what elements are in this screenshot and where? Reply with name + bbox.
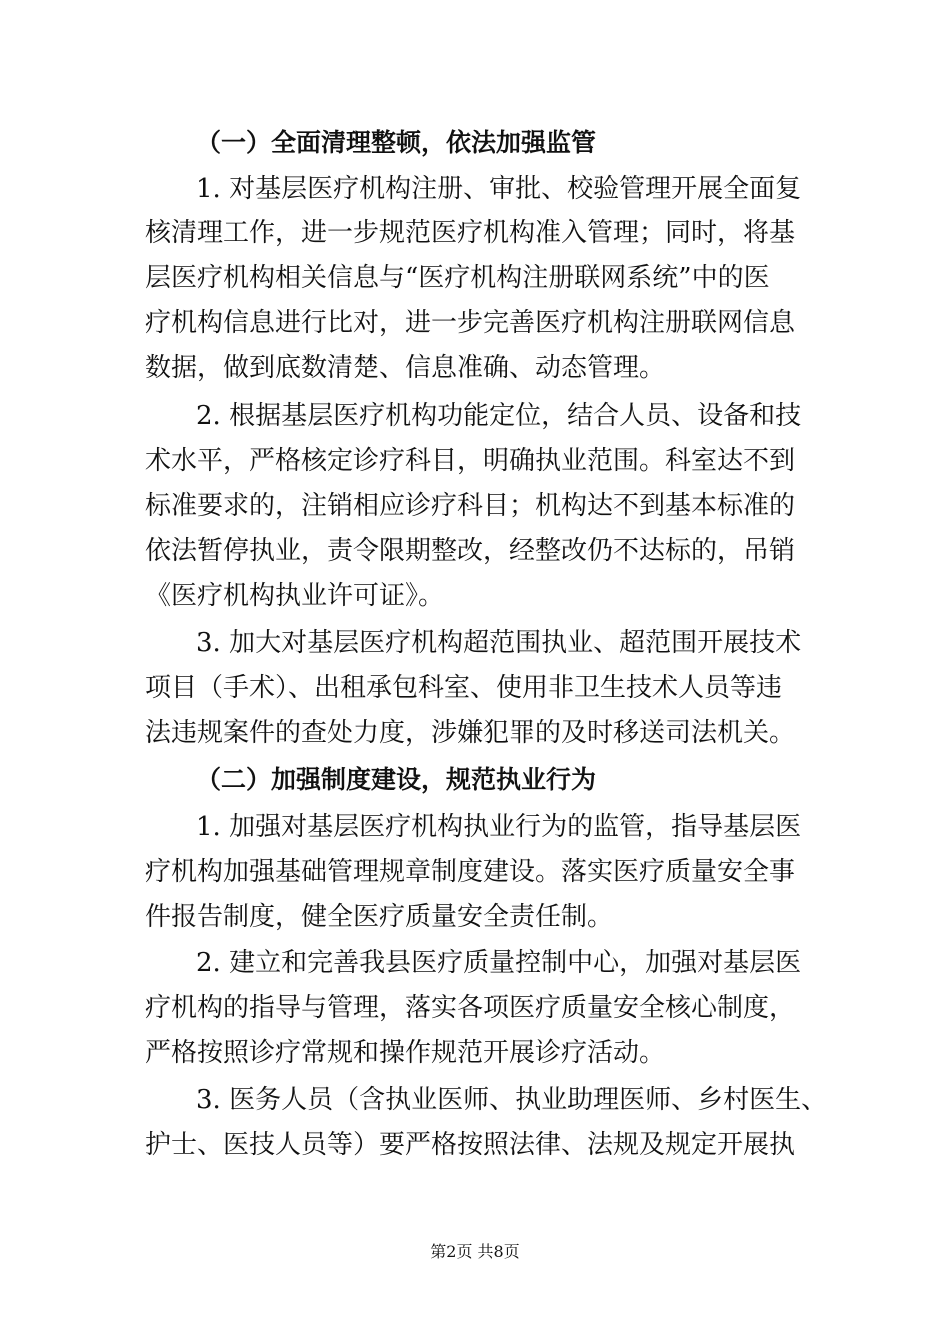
paragraph-line: 件报告制度，健全医疗质量安全责任制。 <box>145 902 614 932</box>
paragraph-line: 项目（手术）、出租承包科室、使用非卫生技术人员等违 <box>145 673 783 703</box>
paragraph-line: 《医疗机构执业许可证》。 <box>145 581 445 611</box>
paragraph-line: 护士、医技人员等）要严格按照法律、法规及规定开展执 <box>145 1130 796 1160</box>
paragraph-line: 3. 医务人员（含执业医师、执业助理医师、乡村医生、 <box>196 1085 828 1115</box>
page-footer: 第2页 共8页 <box>430 1242 520 1261</box>
section-heading-2: （二）加强制度建设，规范执业行为 <box>196 765 597 794</box>
paragraph-line: 疗机构加强基础管理规章制度建设。落实医疗质量安全事 <box>145 857 796 887</box>
paragraph-line: 疗机构信息进行比对，进一步完善医疗机构注册联网信息 <box>145 308 796 338</box>
paragraph-line: 2. 根据基层医疗机构功能定位，结合人员、设备和技 <box>196 401 802 431</box>
paragraph-line: 1. 对基层医疗机构注册、审批、校验管理开展全面复 <box>196 174 802 204</box>
paragraph-line: 法违规案件的查处力度，涉嫌犯罪的及时移送司法机关。 <box>145 718 796 748</box>
paragraph-line: 依法暂停执业，责令限期整改，经整改仍不达标的，吊销 <box>145 536 796 566</box>
paragraph-line: 层医疗机构相关信息与“医疗机构注册联网系统”中的医 <box>145 263 770 293</box>
paragraph-line: 疗机构的指导与管理，落实各项医疗质量安全核心制度， <box>145 993 796 1023</box>
paragraph-line: 严格按照诊疗常规和操作规范开展诊疗活动。 <box>145 1038 666 1068</box>
paragraph-line: 核清理工作，进一步规范医疗机构准入管理；同时，将基 <box>145 218 796 248</box>
section-heading-1: （一）全面清理整顿，依法加强监管 <box>196 128 597 157</box>
paragraph-line: 1. 加强对基层医疗机构执业行为的监管，指导基层医 <box>196 812 802 842</box>
paragraph-line: 数据，做到底数清楚、信息准确、动态管理。 <box>145 353 666 383</box>
paragraph-line: 术水平，严格核定诊疗科目，明确执业范围。科室达不到 <box>145 446 796 476</box>
paragraph-line: 3. 加大对基层医疗机构超范围执业、超范围开展技术 <box>196 628 802 658</box>
paragraph-line: 标准要求的，注销相应诊疗科目；机构达不到基本标准的 <box>145 491 796 521</box>
paragraph-line: 2. 建立和完善我县医疗质量控制中心，加强对基层医 <box>196 948 802 978</box>
